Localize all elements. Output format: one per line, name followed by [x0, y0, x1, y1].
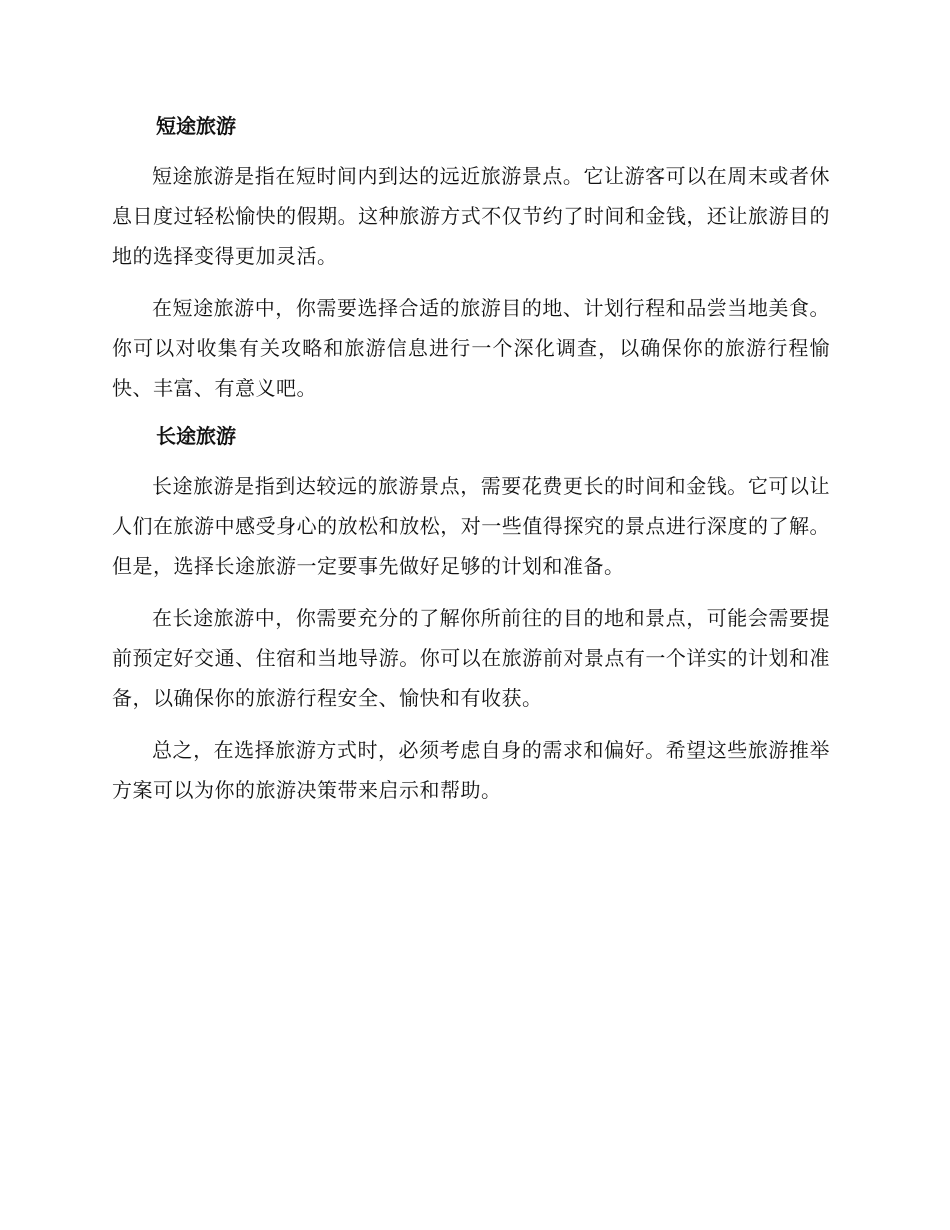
- section-heading-short-trip: 短途旅游: [156, 114, 236, 138]
- paragraph-short-trip-definition: 短途旅游是指在短时间内到达的远近旅游景点。它让游客可以在周末或者休息日度过轻松愉快的假期。这种旅游方式不仅节约了时间和金钱，还让旅游目的地的选择变得更加灵活。: [112, 164, 830, 268]
- paragraph-conclusion: 总之，在选择旅游方式时，必须考虑自身的需求和偏好。希望这些旅游推举方案可以为你的旅游决策带来启示和帮助。: [112, 738, 830, 802]
- document-body: [112, 110, 830, 822]
- section-heading-long-trip: 长途旅游: [156, 424, 236, 448]
- paragraph-long-trip-planning: 在长途旅游中，你需要充分的了解你所前往的目的地和景点，可能会需要提前预定好交通、住宿和当地导游。你可以在旅游前对景点有一个详实的计划和准备，以确保你的旅游行程安全、愉快和有收获。: [112, 606, 830, 710]
- paragraph-short-trip-planning: 在短途旅游中，你需要选择合适的旅游目的地、计划行程和品尝当地美食。你可以对收集有关攻略和旅游信息进行一个深化调查，以确保你的旅游行程愉快、丰富、有意义吧。: [112, 296, 830, 400]
- paragraph-long-trip-definition: 长途旅游是指到达较远的旅游景点，需要花费更长的时间和金钱。它可以让人们在旅游中感受身心的放松和放松，对一些值得探究的景点进行深度的了解。但是，选择长途旅游一定要事先做好足够的计划和准备。: [112, 474, 830, 578]
